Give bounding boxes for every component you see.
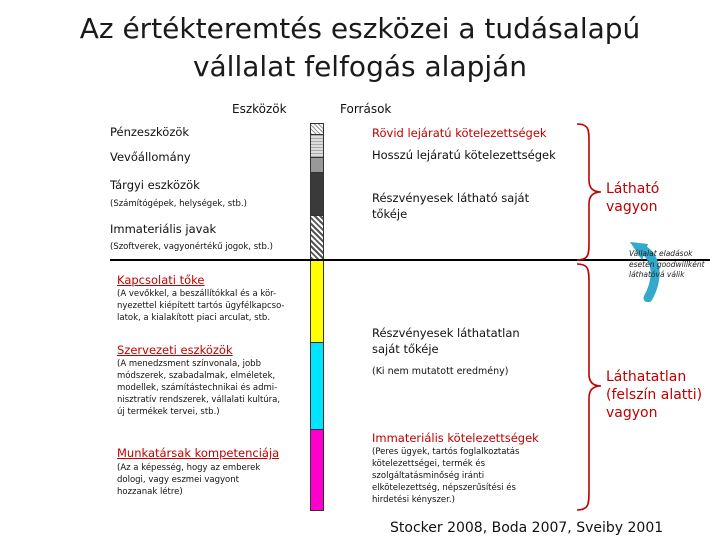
source-invisible-equity: Részvényesek láthatatlan saját tőkéje	[372, 326, 520, 356]
source-intangible-liabilities-note: (Peres ügyek, tartós foglalkoztatás kötelezettségei, termék és szolgáltatásminőség iránti elkötelezettség, népszerűsítési és hirdetési kényszer.)	[372, 447, 520, 505]
citation: Stocker 2008, Boda 2007, Sveiby 2001	[390, 520, 664, 536]
source-visible-equity: Részvényesek látható saját tőkéje	[372, 191, 530, 221]
asset-organizational-note: (A menedzsment színvonala, jobb módszerek, szabadalmak, elméletek, modellek, számítástechnikai és admi- nisztratív rendszerek, vállalati kultúra, új termékek tervei, stb.)	[117, 359, 281, 417]
page-title	[0, 10, 720, 86]
goodwill-note: Vállalat eladások esetén goodwillként láthatóvá válik	[629, 249, 705, 279]
source-short-debt: Rövid lejáratú kötelezettségek	[372, 126, 547, 140]
assets-header: Eszközök	[232, 102, 287, 116]
invisible-wealth-label: Láthatatlan (felszín alatti) vagyon	[606, 369, 703, 421]
asset-intangible-note: (Szoftverek, vagyonértékű jogok, stb.)	[110, 242, 273, 252]
sources-header: Források	[340, 102, 392, 116]
asset-receivables: Vevőállomány	[110, 150, 191, 164]
asset-relational-note: (A vevőkkel, a beszállítókkal és a kör- nyezettel kiépített tartós ügyfélkapcso- latok, a kialakított piaci arculat, stb.	[117, 289, 285, 323]
asset-employee-note: (Az a képesség, hogy az emberek dologi, vagy eszmei vagyont hozzanak létre)	[117, 463, 261, 497]
visible-wealth-label: Látható vagyon	[606, 181, 660, 215]
asset-employee: Munkatársak kompetenciája	[117, 446, 280, 460]
bar-segment-tangible	[310, 172, 324, 216]
asset-organizational: Szervezeti eszközök	[117, 343, 233, 357]
bar-segment-organizational	[310, 342, 324, 430]
bar-segment-intangible	[310, 215, 324, 260]
asset-cash: Pénzeszközök	[110, 125, 190, 139]
bar-segment-receivables-2	[310, 157, 324, 173]
title-line-1: Az értékteremtés eszközei a tudásalapú	[79, 12, 641, 45]
bar-segment-receivables	[310, 134, 324, 158]
asset-tangible: Tárgyi eszközök	[110, 178, 200, 192]
asset-relational: Kapcsolati tőke	[117, 273, 205, 287]
source-long-debt: Hosszú lejáratú kötelezettségek	[372, 148, 556, 162]
asset-tangible-note: (Számítógépek, helységek, stb.)	[110, 199, 247, 209]
source-invisible-note: (Ki nem mutatott eredmény)	[372, 366, 509, 377]
bar-segment-employee	[310, 429, 324, 511]
bar-segment-relational	[310, 259, 324, 343]
title-line-2: vállalat felfogás alapján	[192, 50, 528, 83]
source-intangible-liabilities: Immateriális kötelezettségek	[372, 431, 539, 445]
asset-intangible: Immateriális javak	[110, 222, 217, 236]
